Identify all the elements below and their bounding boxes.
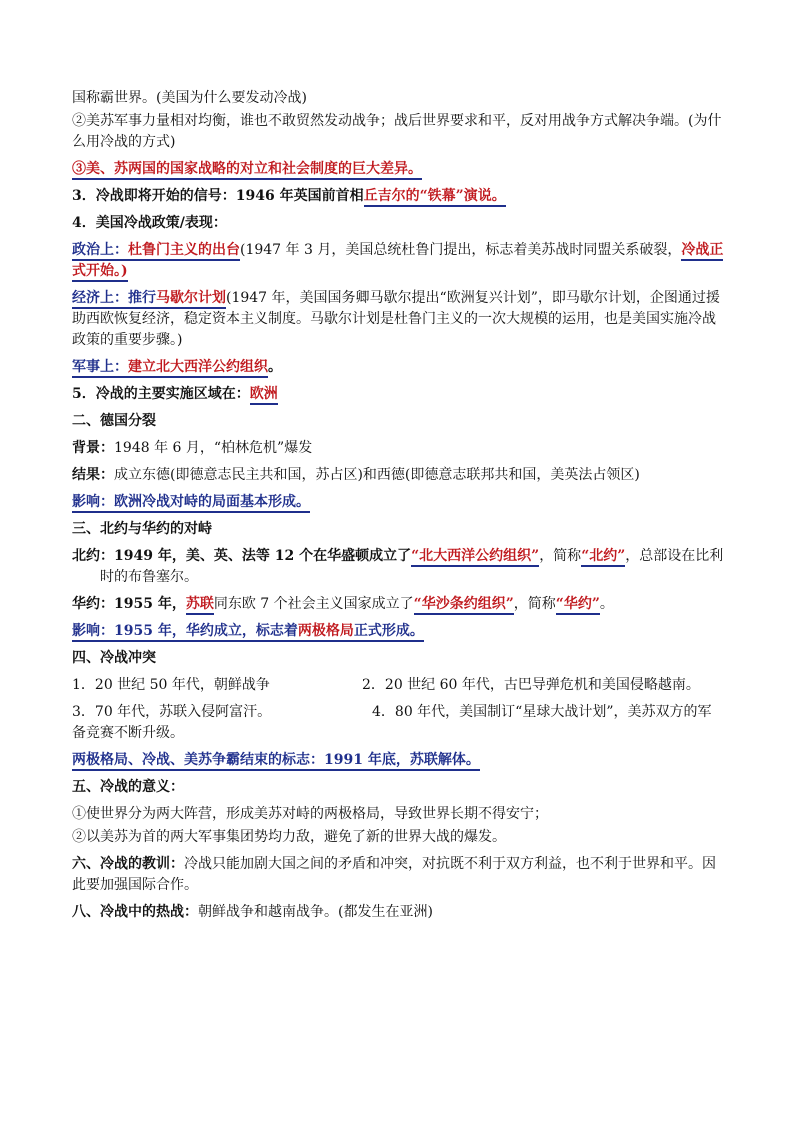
text: 1．20 世纪 50 年代，朝鲜战争 <box>72 677 270 693</box>
economy-line <box>72 288 724 351</box>
highlight-text: 丘吉尔的“铁幕”演说。 <box>364 188 506 207</box>
text: 1955 年， <box>114 596 186 612</box>
nato-line <box>72 546 724 588</box>
heading-text: 三、北约与华约的对峙 <box>72 521 212 537</box>
highlight-text: 苏联 <box>186 596 214 615</box>
document-page <box>72 88 724 929</box>
highlight-text: 马歇尔计划 <box>156 290 226 309</box>
text: ，简称 <box>513 596 556 612</box>
heading-text: 3．冷战即将开始的信号：1946 年英国前首相 <box>72 188 364 204</box>
text: ②以美苏为首的两大军事集团势均力敌，避免了新的世界大战的爆发。 <box>72 829 506 845</box>
heading-text: 五、冷战的意义： <box>72 779 184 795</box>
label-text: 背景： <box>72 440 114 456</box>
highlight-text: 欧洲 <box>250 386 278 405</box>
heading-germany <box>72 411 724 432</box>
heading-text: 二、德国分裂 <box>72 413 156 429</box>
highlight-text: “华沙条约组织” <box>414 596 514 615</box>
highlight-text: 杜鲁门主义的出台 <box>128 242 240 261</box>
significance-1 <box>72 804 724 825</box>
heading-text: 八、冷战中的热战： <box>72 904 198 920</box>
bipolar-line <box>72 621 724 642</box>
heading-nato-warsaw <box>72 519 724 540</box>
label-text: 经济上： <box>72 290 128 309</box>
conflicts-row-1 <box>72 675 724 696</box>
heading-text: 4．美国冷战政策/表现： <box>72 215 227 231</box>
highlight-text: 冷战正式开始。) <box>72 242 723 282</box>
text: 。 <box>599 596 614 612</box>
key-point-line <box>72 159 724 180</box>
lessons-line <box>72 854 724 896</box>
conflicts-row-2 <box>72 702 724 744</box>
text: 1948 年 6 月，“柏林危机”爆发 <box>114 440 313 456</box>
text: ，总部设在比利时的布鲁塞尔。 <box>100 548 724 585</box>
text: 3．70 年代，苏联入侵阿富汗。 <box>72 704 272 720</box>
significance-2 <box>72 827 724 848</box>
heading-text: 四、冷战冲突 <box>72 650 156 666</box>
text: (1947 年 3 月，美国总统杜鲁门提出，标志着美苏战时同盟关系破裂， <box>240 242 682 258</box>
impact-line <box>72 492 724 513</box>
text: 4．80 年代，美国制订“星球大战计划”，美苏双方的军备竞赛不断升级。 <box>72 704 712 741</box>
label-text: 华约： <box>72 596 114 612</box>
label-text: 军事上： <box>72 359 128 378</box>
military-line <box>72 357 724 378</box>
label-text: 政治上： <box>72 242 128 261</box>
highlight-text: 建立北大西洋公约组织 <box>128 359 268 378</box>
heading-text: 5．冷战的主要实施区域在： <box>72 386 250 402</box>
highlight-text: 影响：1955 年，华约成立，标志着 <box>72 623 298 642</box>
background-line <box>72 438 724 459</box>
text: 。 <box>268 359 282 375</box>
text-line <box>72 111 724 153</box>
text: (1947 年，美国国务卿马歇尔提出“欧洲复兴计划”，即马歇尔计划，企图通过援助西欧恢复经济，稳定资本主义制度。马歇尔计划是杜鲁门主义的一次大规模的运用，也是美国实施冷战政策的重要步骤。) <box>72 290 720 348</box>
label-text: 结果： <box>72 467 114 483</box>
text: 同东欧 7 个社会主义国家成立了 <box>213 596 414 612</box>
highlight-text: 影响：欧洲冷战对峙的局面基本形成。 <box>72 494 310 513</box>
highlight-text: 正式形成。 <box>354 623 424 642</box>
heading-conflicts <box>72 648 724 669</box>
text: 国称霸世界。(美国为什么要发动冷战) <box>72 90 307 106</box>
highlight-text: 两极格局、冷战、美苏争霸结束的标志：1991 年底，苏联解体。 <box>72 752 480 771</box>
text: ②美苏军事力量相对均衡，谁也不敢贸然发动战争；战后世界要求和平，反对用战争方式解决争端。(为什么用冷战的方式) <box>72 113 722 150</box>
text: 成立东德(即德意志民主共和国，苏占区)和西德(即德意志联邦共和国，美英法占领区) <box>114 467 640 483</box>
highlight-text: “北大西洋公约组织” <box>411 548 539 567</box>
hot-wars-line <box>72 902 724 923</box>
end-line <box>72 750 724 771</box>
highlight-text: “北约” <box>581 548 625 567</box>
text: ①使世界分为两大阵营，形成美苏对峙的两极格局，导致世界长期不得安宁； <box>72 806 548 822</box>
warsaw-line <box>72 594 724 615</box>
text-line <box>72 88 724 109</box>
heading-text: 六、冷战的教训： <box>72 856 184 872</box>
label-text: 推行 <box>128 290 156 309</box>
section-4-heading <box>72 213 724 234</box>
text: 1949 年，美、英、法等 12 个在华盛顿成立了 <box>114 548 412 564</box>
result-line <box>72 465 724 486</box>
text: 朝鲜战争和越南战争。(都发生在亚洲) <box>198 904 433 920</box>
highlight-text: “华约” <box>556 596 600 615</box>
text: 冷战只能加剧大国之间的矛盾和冲突，对抗既不利于双方利益，也不利于世界和平。因此要加强国际合作。 <box>72 856 716 893</box>
label-text: 北约： <box>72 548 114 564</box>
section-5 <box>72 384 724 405</box>
highlight-text: ③美、苏两国的国家战略的对立和社会制度的巨大差异。 <box>72 161 422 180</box>
section-3 <box>72 186 724 207</box>
text: 2．20 世纪 60 年代，古巴导弹危机和美国侵略越南。 <box>362 677 700 693</box>
highlight-text: 两极格局 <box>298 623 354 642</box>
heading-significance <box>72 777 724 798</box>
politics-line <box>72 240 724 282</box>
text: ，简称 <box>539 548 582 564</box>
